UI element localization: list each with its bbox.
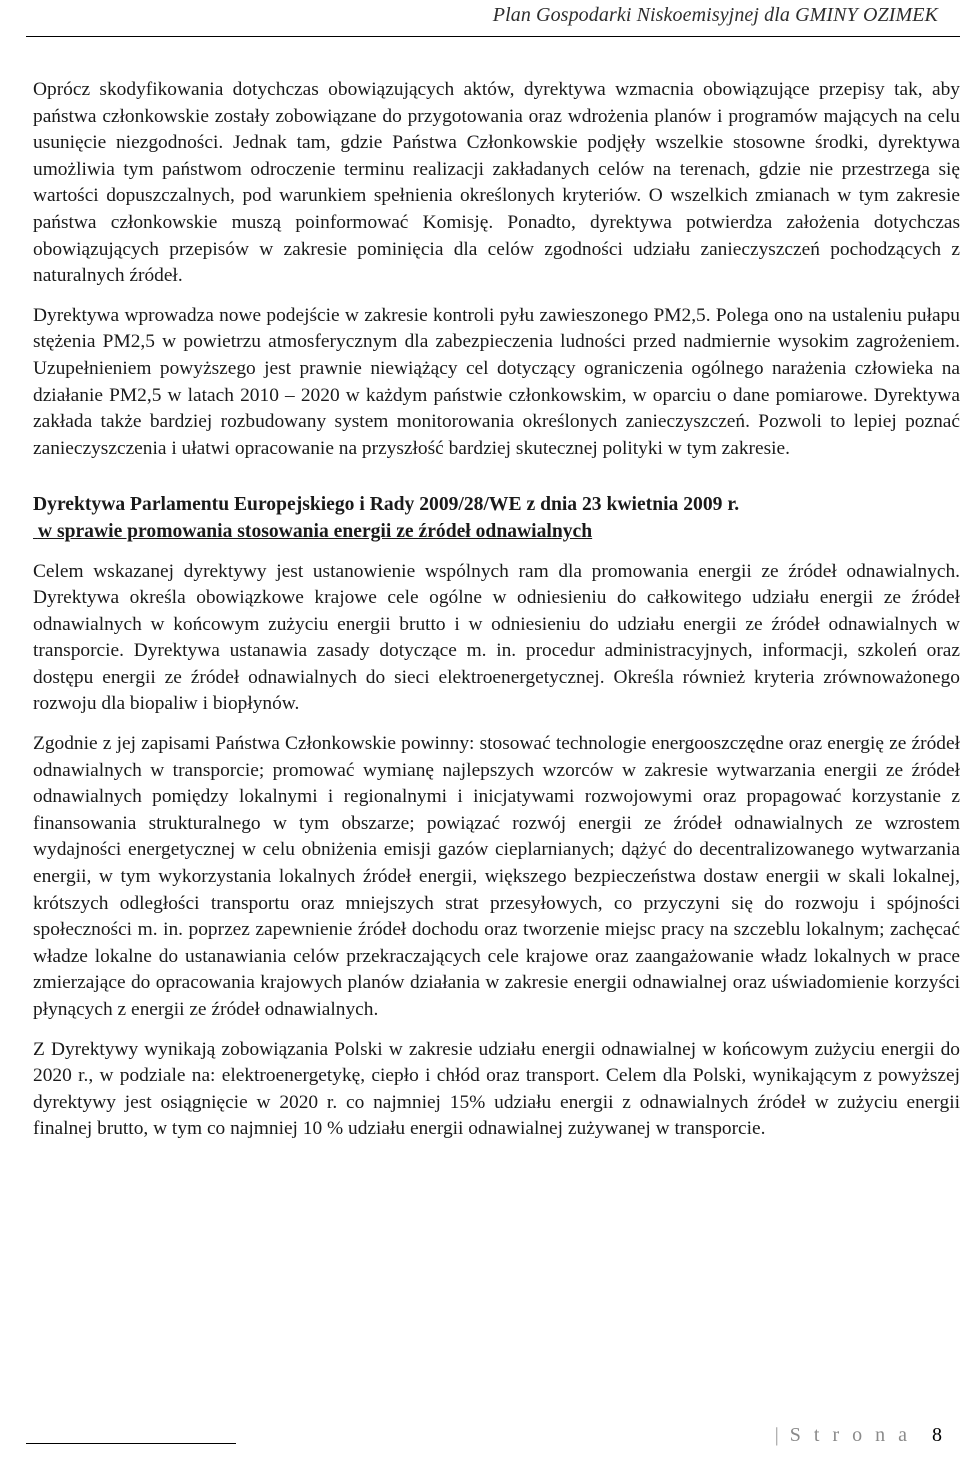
footer-rule xyxy=(26,1443,236,1444)
paragraph-res-purpose: Celem wskazanej dyrektywy jest ustanowienie wspólnych ram dla promowania energii ze źródeł odnawialnych. Dyrektywa określa obowiązkowe krajowe cele ogólne w odniesieniu do całkowitego udziału energii ze źródeł odnawialnych w końcowym zużyciu energii brutto i w odniesieniu do udziału energii ze źródeł odnawialnych w transporcie. Dyrektywa ustanawia zasady dotyczące m. in. procedur administracyjnych, informacji, szkoleń oraz dostępu energii ze źródeł odnawialnych do sieci elektroenergetycznej. Określa również kryteria zrównoważonego rozwoju dla biopaliw i biopłynów. xyxy=(33,560,960,715)
page-footer xyxy=(775,1424,942,1447)
header-rule xyxy=(26,36,960,37)
section-heading xyxy=(33,492,960,545)
page-body xyxy=(33,77,960,1143)
footer-page-label: S t r o n a xyxy=(789,1424,911,1446)
footer-separator: | xyxy=(774,1424,779,1446)
section-heading-subtitle: w sprawie promowania stosowania energii ze źródeł odnawialnych xyxy=(37,520,593,542)
page-header xyxy=(0,0,960,38)
paragraph-member-states-obligations: Zgodnie z jej zapisami Państwa Członkowskie powinny: stosować technologie energooszczędne oraz energię ze źródeł odnawialnych w transporcie; promować wymianę najlepszych wzorców w zakresie wytwarzania energii ze źródeł odnawialnych pomiędzy lokalnymi i regionalnymi i inicjatywami rozwojowymi oraz propagować korzystanie z finansowania strukturalnego w tym obszarze; powiązać rozwój energii ze źródeł odnawialnych ze wzrostem wydajności energetycznej w celu obniżenia emisji gazów cieplarnianych; dążyć do decentralizowanego wytwarzania energii, w tym wykorzystania lokalnych źródeł energii, większego bezpieczeństwa dostaw energii w skali lokalnej, krótszych odległości transportu oraz mniejszych strat przesyłowych, co przyczyni się do rozwoju i spójności społeczności m. in. poprzez zapewnienie źródeł dochodu oraz tworzenie miejsc pracy na szczeblu lokalnym; zachęcać władze lokalne do ustanawiania celów przekraczających cele krajowe oraz zaangażowanie władz lokalnych w prace zmierzające do opracowania krajowych planów działania w zakresie energii odnawialnej oraz uświadomienie korzyści płynących z energii ze źródeł odnawialnych. xyxy=(33,733,960,1020)
page-number: 8 xyxy=(932,1424,942,1446)
section-heading-title: Dyrektywa Parlamentu Europejskiego i Rady 2009/28/WE z dnia 23 kwietnia 2009 r. xyxy=(33,494,740,516)
document-title: Plan Gospodarki Niskoemisyjnej dla GMINY OZIMEK xyxy=(492,4,938,26)
paragraph-pm25: Dyrektywa wprowadza nowe podejście w zakresie kontroli pyłu zawieszonego PM2,5. Polega ono na ustaleniu pułapu stężenia PM2,5 w powietrzu atmosferycznym dla zabezpieczenia ludności przed nadmiernie wysokim zagrożeniem. Uzupełnieniem powyższego jest prawnie niewiążący cel dotyczący ograniczenia ogólnego narażenia człowieka na działanie PM2,5 w latach 2010 – 2020 w każdym państwie członkowskim, w oparciu o dane pomiarowe. Dyrektywa zakłada także bardziej rozbudowany system monitorowania określonych zanieczyszczeń. Pozwoli to lepiej poznać zanieczyszczenia i ułatwi opracowanie na przyszłość bardziej skutecznej polityki w tym zakresie. xyxy=(33,304,960,459)
paragraph-poland-targets: Z Dyrektywy wynikają zobowiązania Polski w zakresie udziału energii odnawialnej w końcowym zużyciu energii do 2020 r., w podziale na: elektroenergetykę, ciepło i chłód oraz transport. Celem dla Polski, wynikającym z powyższej dyrektywy jest osiągnięcie w 2020 r. co najmniej 15% udziału energii z odnawialnych źródeł w zużyciu energii finalnej brutto, w tym co najmniej 10 % udziału energii odnawialnej zużywanej w transporcie. xyxy=(33,1038,960,1140)
paragraph-air-quality-directive: Oprócz skodyfikowania dotychczas obowiązujących aktów, dyrektywa wzmacnia obowiązujące przepisy tak, aby państwa członkowskie zostały zobowiązane do przygotowania oraz wdrożenia planów i programów mających na celu usunięcie niezgodności. Jednak tam, gdzie Państwa Członkowskie podjęły wszelkie stosowne środki, dyrektywa umożliwia tym państwom odroczenie terminu realizacji zakładanych celów na terenach, gdzie nie przestrzega się wartości dopuszczalnych, pod warunkiem spełnienia określonych kryteriów. O wszelkich zmianach w tym zakresie państwa członkowskie muszą poinformować Komisję. Ponadto, dyrektywa potwierdza założenia dotychczas obowiązujących przepisów w zakresie pominięcia dla celów zgodności udziału zanieczyszczeń pochodzących z naturalnych źródeł. xyxy=(33,79,960,287)
